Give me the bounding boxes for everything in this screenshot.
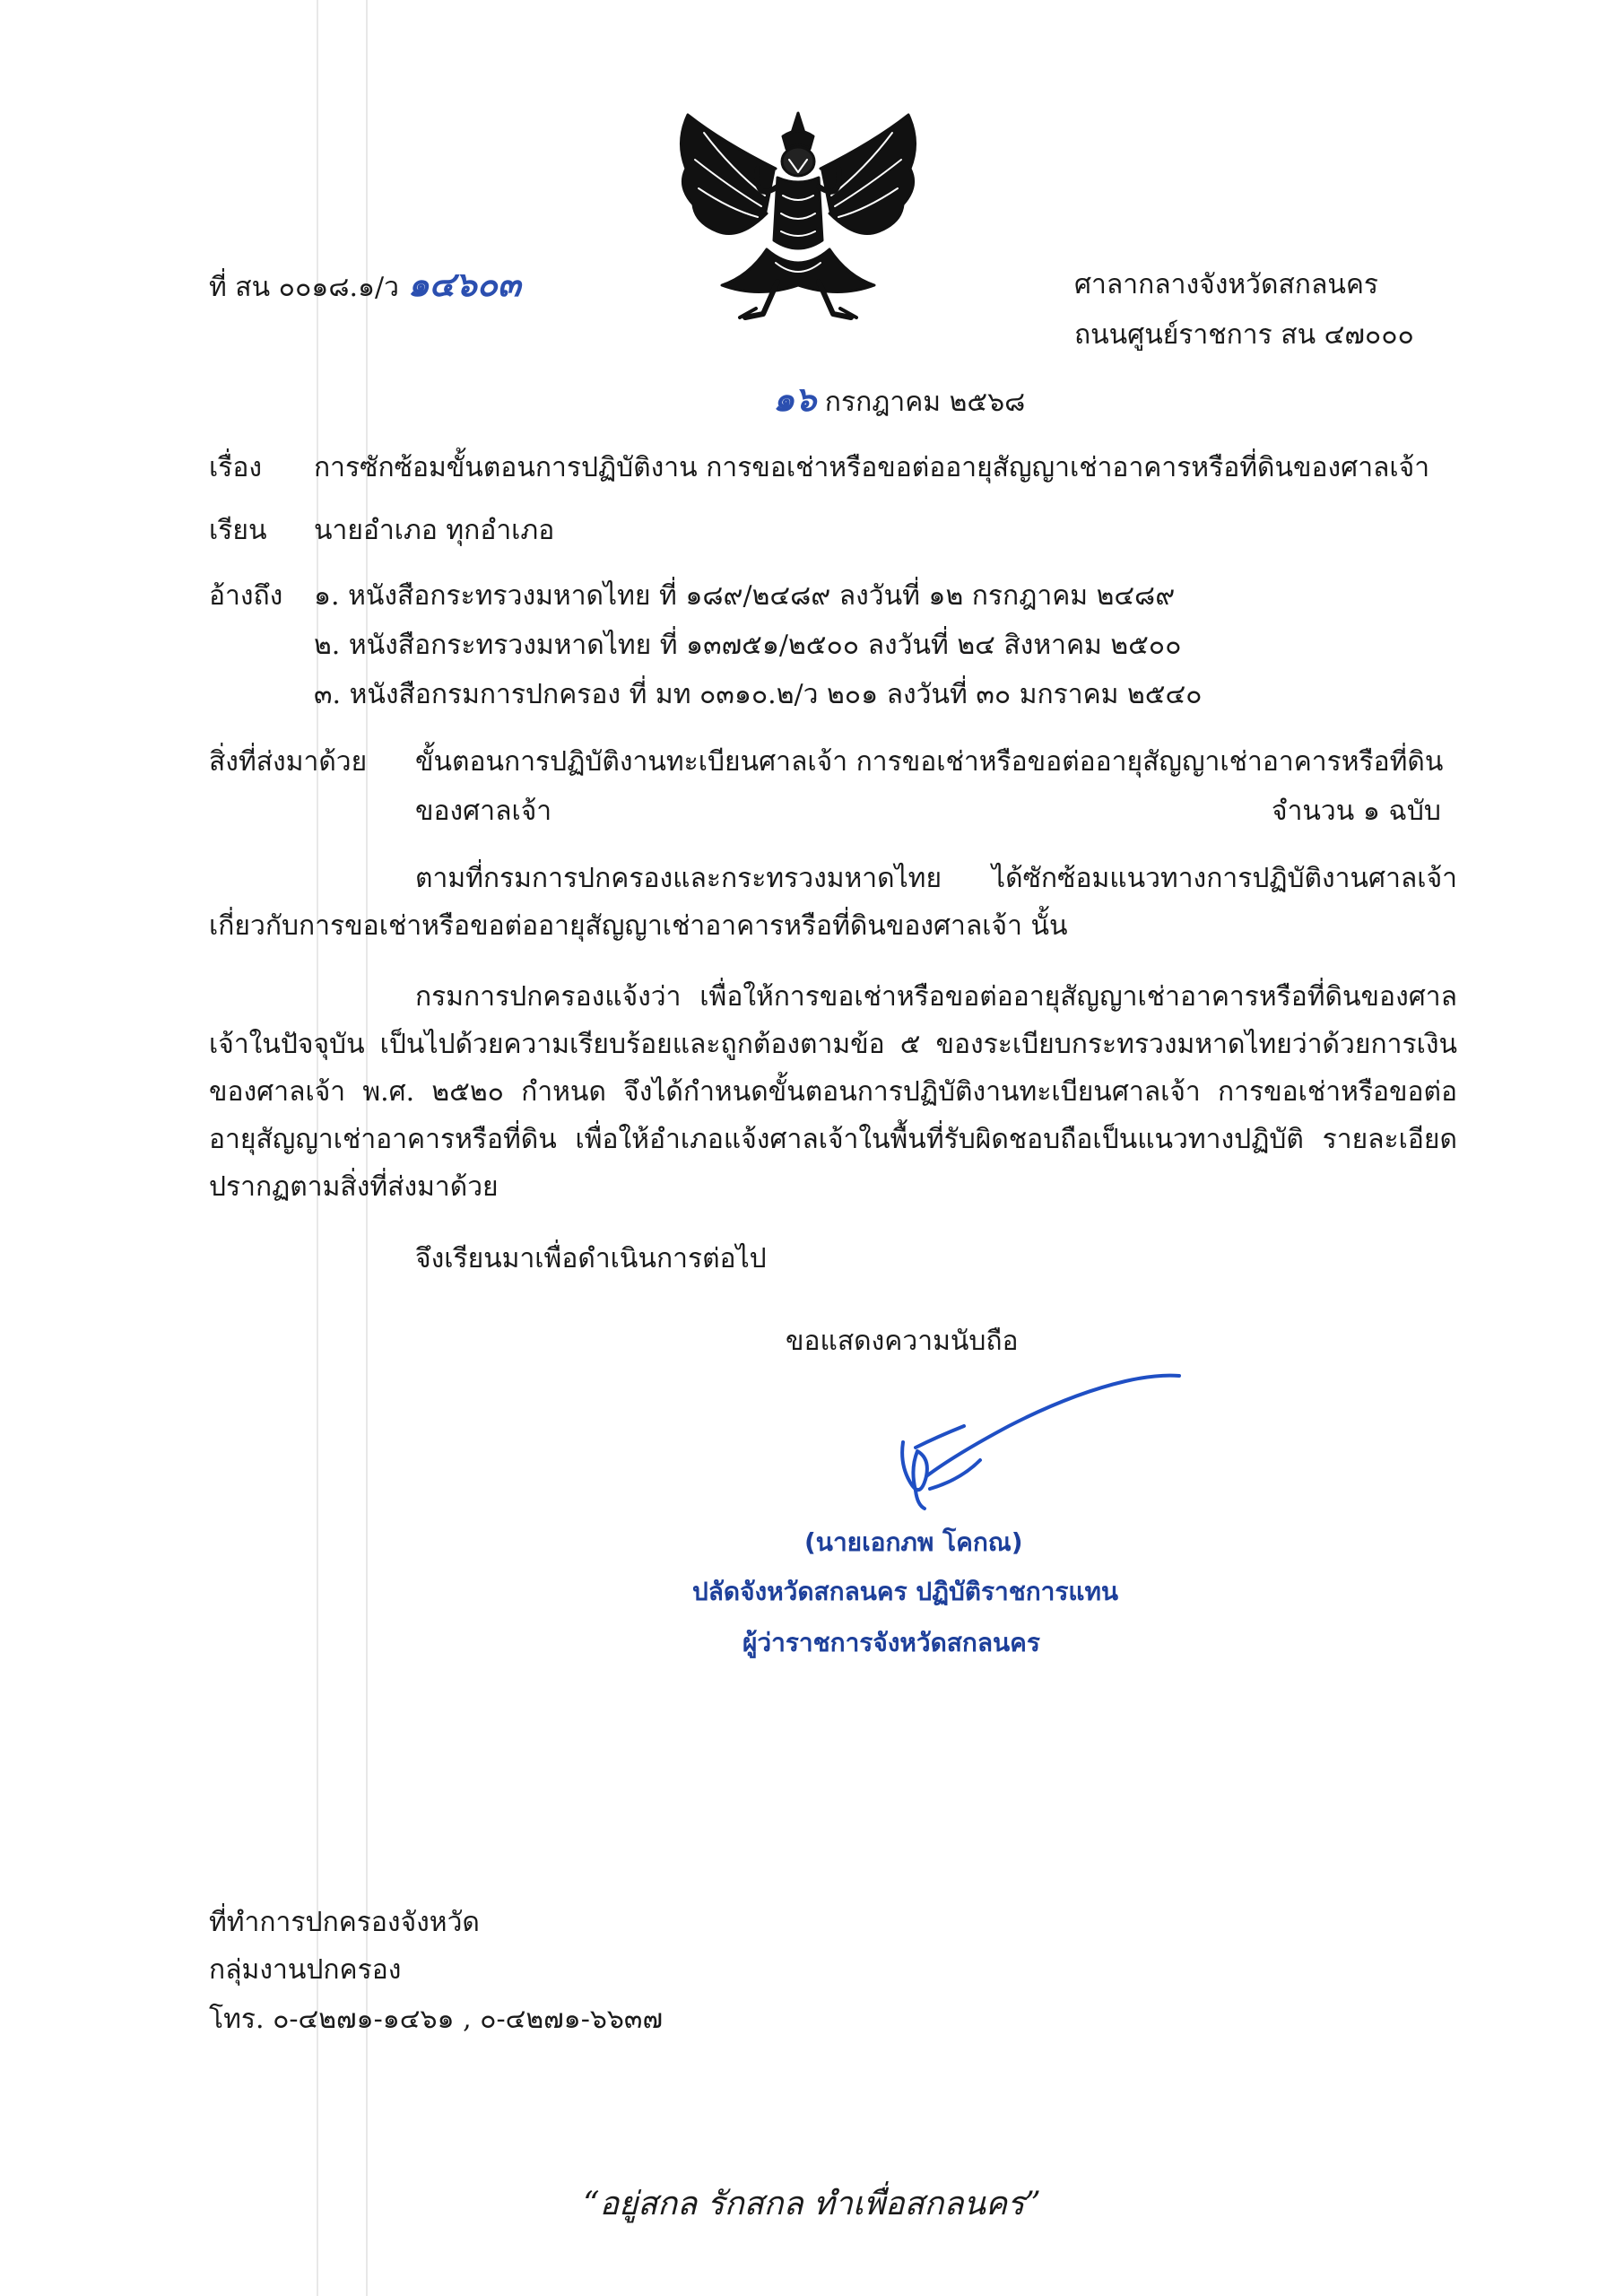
- recipient-text: นายอำเภอ ทุกอำเภอ: [314, 515, 555, 546]
- handwritten-signature-icon: [874, 1354, 1197, 1525]
- office-address: ถนนศูนย์ราชการ สน ๔๗๐๐๐: [1074, 319, 1414, 351]
- enclosure-line-2: ของศาลเจ้า: [415, 796, 552, 827]
- body-paragraph-1: ตามที่กรมการปกครองและกระทรวงมหาดไทย ได้ซักซ้อมแนวทางการปฏิบัติงานศาลเจ้าเกี่ยวกับการขอเช่าหรือขอต่ออายุสัญญาเช่าอาคารหรือที่ดินของศาลเจ้า นั้น: [209, 863, 1457, 942]
- subject-label: เรื่อง: [209, 452, 263, 483]
- recipient-label: เรียน: [209, 515, 267, 546]
- enclosure-quantity: จำนวน ๑ ฉบับ: [1272, 796, 1441, 827]
- reference-item: ๑. หนังสือกระทรวงมหาดไทย ที่ ๑๘๙/๒๔๘๙ ลงวันที่ ๑๒ กรกฎาคม ๒๔๘๙: [314, 580, 1176, 612]
- footer-division: กลุ่มงานปกครอง: [209, 1954, 402, 1986]
- office-name: ศาลากลางจังหวัดสกลนคร: [1074, 269, 1379, 300]
- footer-phone: โทร. ๐-๔๒๗๑-๑๔๖๑ , ๐-๔๒๗๑-๖๖๓๗: [209, 2004, 664, 2035]
- enclosure-label: สิ่งที่ส่งมาด้วย: [209, 746, 368, 778]
- reference-item: ๒. หนังสือกระทรวงมหาดไทย ที่ ๑๓๗๕๑/๒๕๐๐ ลงวันที่ ๒๔ สิงหาคม ๒๕๐๐: [314, 630, 1182, 661]
- signer-title-line-2: ผู้ว่าราชการจังหวัดสกลนคร: [743, 1628, 1040, 1657]
- subject-text: การซักซ้อมขั้นตอนการปฏิบัติงาน การขอเช่าหรือขอต่ออายุสัญญาเช่าอาคารหรือที่ดินของศาลเจ้า: [314, 452, 1430, 483]
- closing-salutation: ขอแสดงความนับถือ: [786, 1326, 1019, 1357]
- references-label: อ้างถึง: [209, 580, 283, 612]
- signer-title-line-1: ปลัดจังหวัดสกลนคร ปฏิบัติราชการแทน: [692, 1577, 1119, 1606]
- handwritten-reference-number: ๑๔๖๐๓: [407, 265, 521, 304]
- reference-item: ๓. หนังสือกรมการปกครอง ที่ มท ๐๓๑๐.๒/ว ๒๐๑ ลงวันที่ ๓๐ มกราคม ๒๕๔๐: [314, 679, 1203, 710]
- signer-name: (นายเอกภพ โคกณ): [804, 1527, 1023, 1557]
- document-date: [773, 381, 1025, 421]
- handwritten-date-day: ๑๖: [773, 379, 817, 419]
- reference-number: [209, 266, 521, 306]
- date-month-year: กรกฎาคม ๒๕๖๘: [824, 387, 1026, 418]
- enclosure-line-1: ขั้นตอนการปฏิบัติงานทะเบียนศาลเจ้า การขอเช่าหรือขอต่ออายุสัญญาเช่าอาคารหรือที่ดิน: [415, 746, 1444, 778]
- body-paragraph-3: จึงเรียนมาเพื่อดำเนินการต่อไป: [415, 1243, 767, 1274]
- body-paragraph-2: กรมการปกครองแจ้งว่า เพื่อให้การขอเช่าหรือขอต่ออายุสัญญาเช่าอาคารหรือที่ดินของศาลเจ้าในปัจจุบัน เป็นไปด้วยความเรียบร้อยและถูกต้องตามข้อ ๕ ของระเบียบกระทรวงมหาดไทยว่าด้วยการเงินของศาลเจ้า พ.ศ. ๒๕๒๐ กำหนด จึงได้กำหนดขั้นตอนการปฏิบัติงานทะเบียนศาลเจ้า การขอเช่าหรือขอต่ออายุสัญญาเช่าอาคารหรือที่ดิน เพื่อให้อำเภอแจ้งศาลเจ้าในพื้นที่รับผิดชอบถือเป็นแนวทางปฏิบัติ รายละเอียดปรากฏตามสิ่งที่ส่งมาด้วย: [209, 981, 1457, 1203]
- garuda-emblem-icon: [668, 106, 928, 339]
- provincial-motto: “อยู่สกล รักสกล ทำเพื่อสกลนคร”: [583, 2186, 1041, 2222]
- footer-department: ที่ทำการปกครองจังหวัด: [209, 1907, 480, 1938]
- reference-label: ที่ สน ๐๐๑๘.๑/ว: [209, 272, 400, 303]
